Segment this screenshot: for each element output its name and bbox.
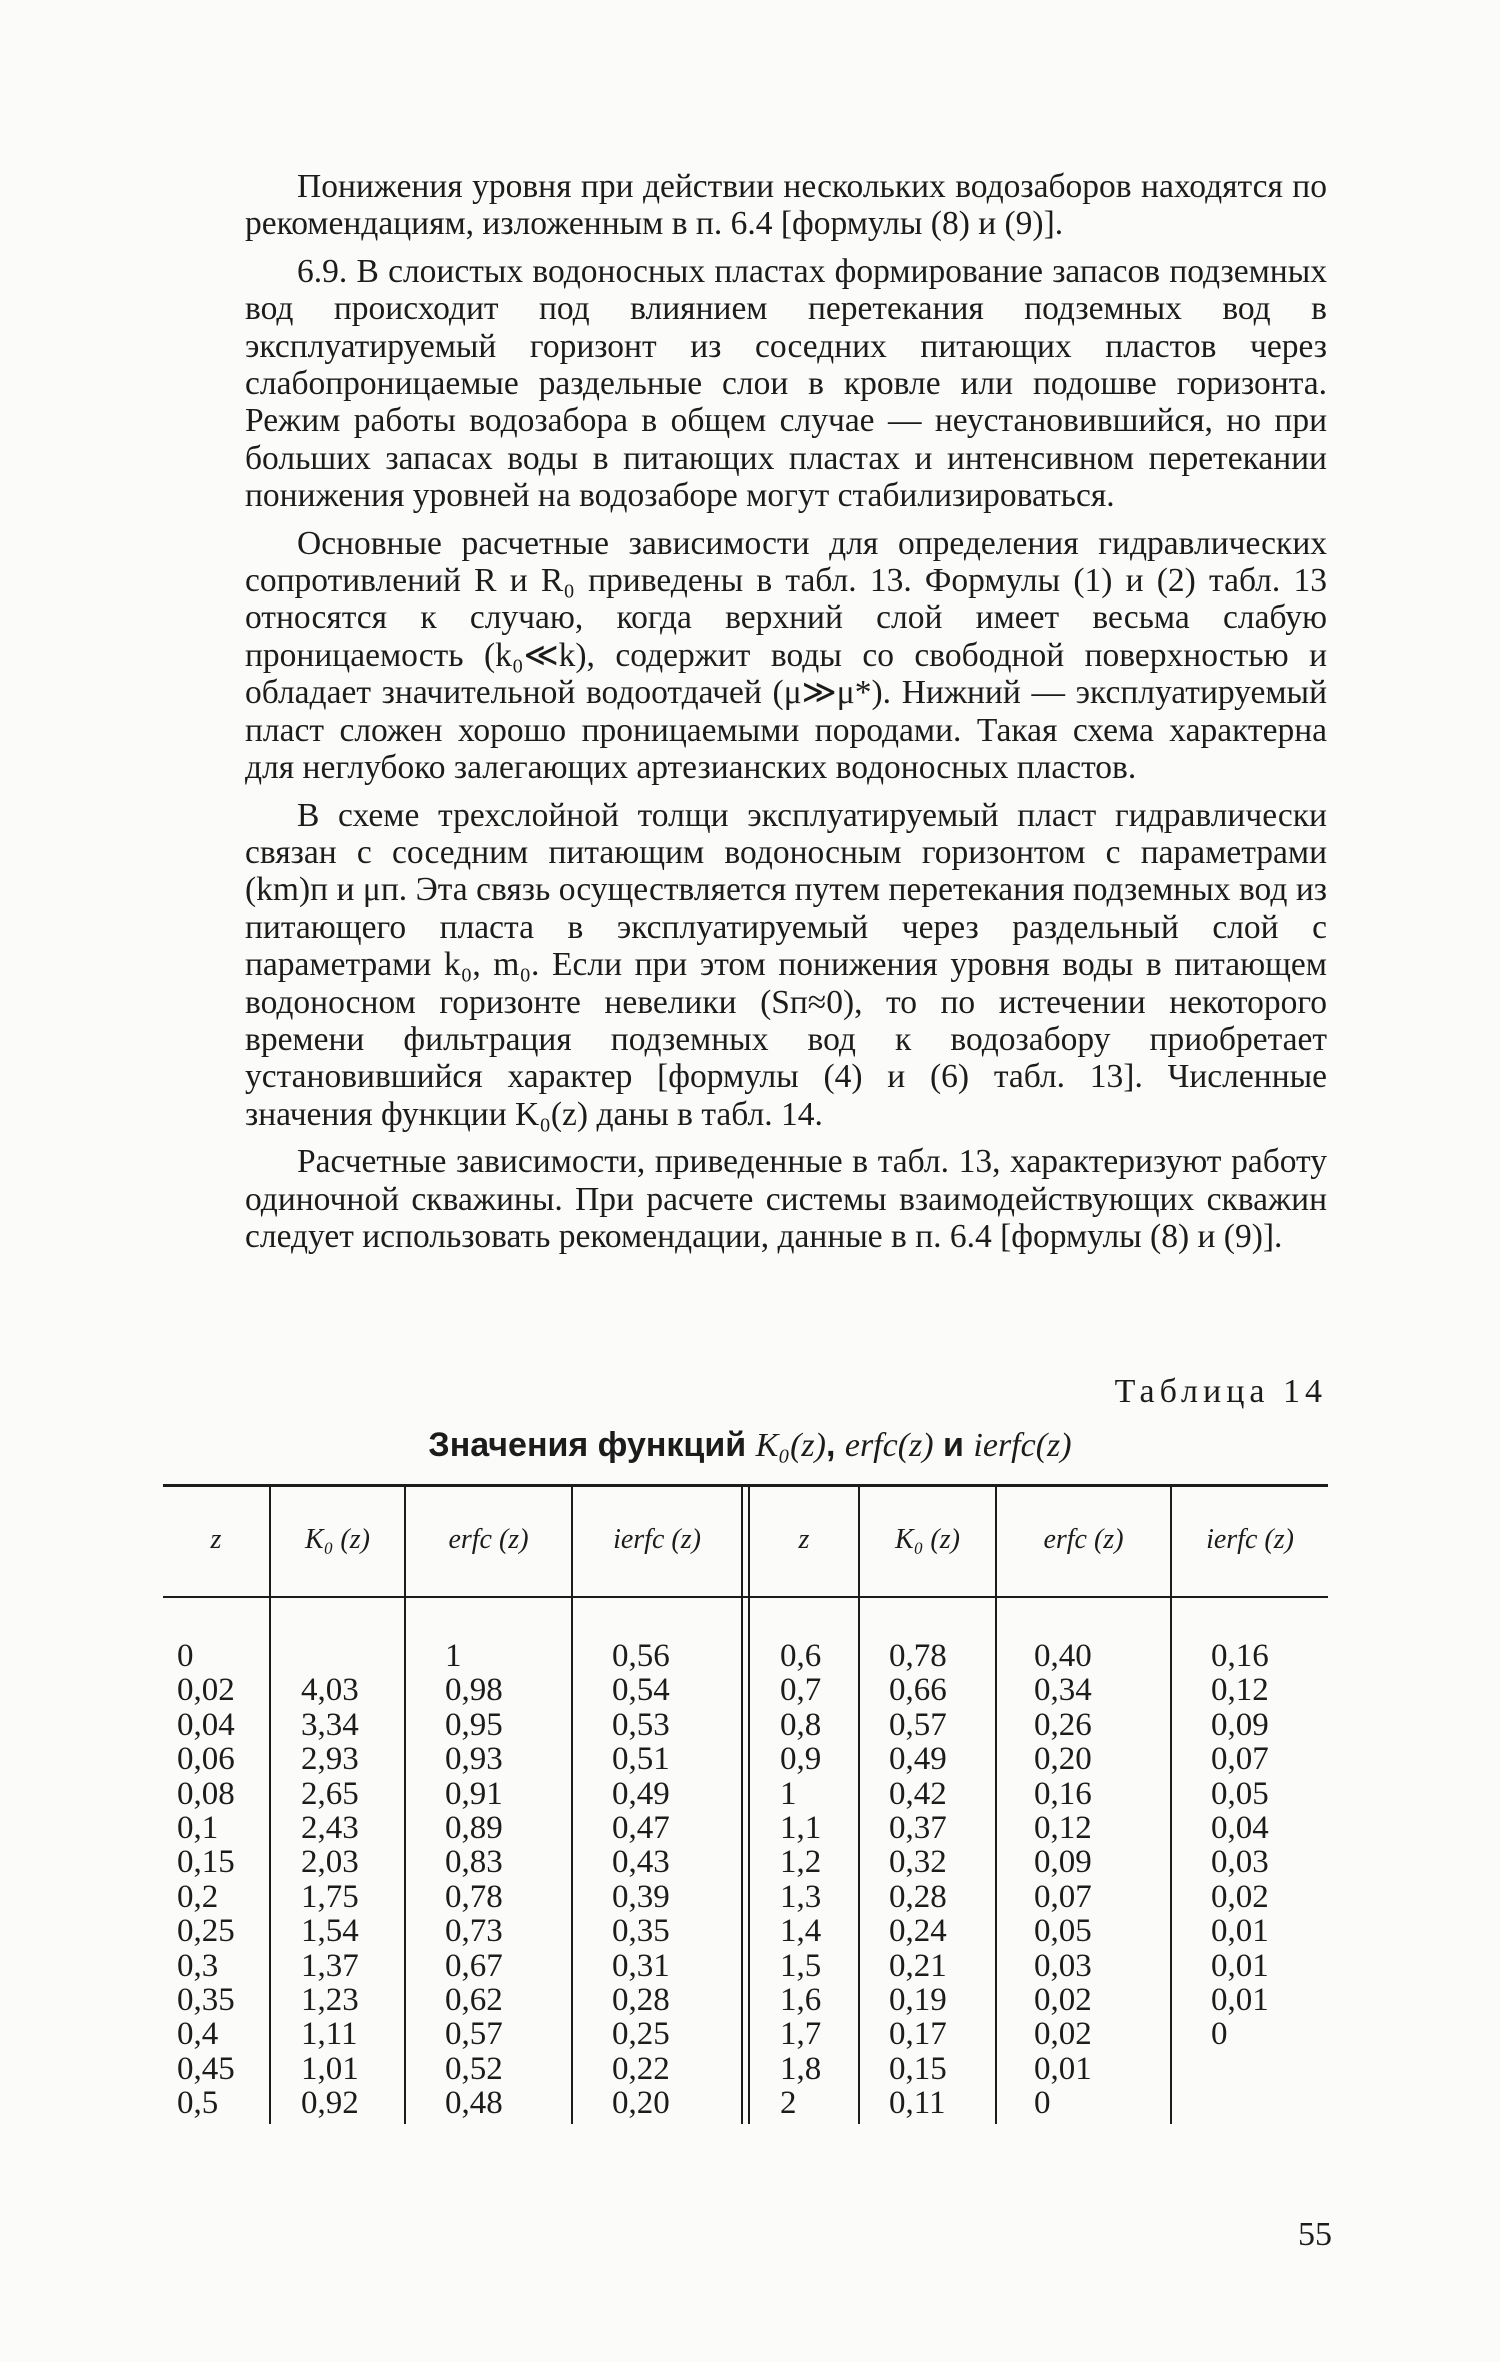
table-cell: 0,54 (612, 1672, 670, 1709)
table-title-prefix: Значения функций (428, 1426, 756, 1464)
table-cell: 0,92 (301, 2085, 359, 2122)
table-cell: 1,6 (780, 1981, 822, 2018)
column-divider (404, 1484, 406, 2124)
table-cell: 1,3 (780, 1878, 822, 1915)
table-cell: 0,67 (445, 1947, 503, 1984)
column-divider (269, 1484, 271, 2124)
table-cell: 0,08 (177, 1775, 235, 1812)
column-divider-double (741, 1484, 743, 2124)
table-cell: 0,11 (889, 2085, 946, 2122)
table-cell: 0,12 (1034, 1809, 1092, 1846)
table-cell: 0,3 (177, 1947, 219, 1984)
table-cell: 0,01 (1034, 2050, 1092, 2087)
table-14 (163, 1484, 1328, 2144)
table-cell: 0,2 (177, 1878, 219, 1915)
table-top-rule (163, 1484, 1328, 1487)
table-cell: 0,02 (1211, 1878, 1269, 1915)
table-cell: 0,42 (889, 1775, 947, 1812)
table-cell: 0,02 (1034, 1981, 1092, 2018)
table-cell: 0,24 (889, 1913, 947, 1950)
header-k0-2: K₀ (z) (895, 1524, 960, 1555)
table-cell: 1,5 (780, 1947, 822, 1984)
column-divider (1170, 1484, 1172, 2124)
table-cell: 0,35 (612, 1913, 670, 1950)
table-cell: 0,35 (177, 1981, 235, 2018)
table-cell: 0,9 (780, 1741, 822, 1778)
table-cell: 0,20 (612, 2085, 670, 2122)
table-cell: 1,1 (780, 1809, 822, 1846)
table-cell: 0,22 (612, 2050, 670, 2087)
table-cell: 3,34 (301, 1706, 359, 1743)
table-cell (1211, 2086, 1269, 2120)
header-k0: K₀ (z) (305, 1524, 370, 1555)
table-cell: 0,05 (1211, 1775, 1269, 1812)
table-cell: 1 (780, 1775, 797, 1812)
table-cell: 0,20 (1034, 1741, 1092, 1778)
column-divider (571, 1484, 573, 2124)
table-cell: 0,15 (177, 1844, 235, 1881)
table-cell: 0,78 (889, 1638, 947, 1674)
column-divider (995, 1484, 997, 2124)
col-k0-2 (889, 1639, 947, 2120)
table-cell: 0,53 (612, 1706, 670, 1743)
table-cell: 0,8 (780, 1706, 822, 1743)
table-cell: 0,34 (1034, 1672, 1092, 1709)
table-cell: 0,04 (177, 1706, 235, 1743)
paragraph-2: 6.9. В слоистых водоносных пластах формирование запасов подземных вод происходит под влиянием перетекания подземных вод в эксплуатируемый горизонт из соседних питающих пластов через слабопроницаемые раздельные слои в кровле или подошве горизонта. Режим работы водозабора в общем случае — неустановившийся, но при больших запасах воды в питающих пластах и интенсивном перетекании понижения уровней на водозаборе могут стабилизироваться. (245, 252, 1327, 515)
table-cell: 0,06 (177, 1741, 235, 1778)
table-cell: 0,4 (177, 2016, 219, 2053)
table-cell: 0,47 (612, 1809, 670, 1846)
table-cell: 0,09 (1211, 1706, 1269, 1743)
table-cell: 0,28 (889, 1878, 947, 1915)
table-cell: 2,65 (301, 1775, 359, 1812)
table-cell: 0,17 (889, 2016, 947, 2053)
table-cell: 0,39 (612, 1878, 670, 1915)
table-cell: 4,03 (301, 1672, 359, 1709)
header-erfc-2: erfc (z) (1043, 1524, 1124, 1555)
table-cell: 0,78 (445, 1878, 503, 1915)
table-cell: 0,73 (445, 1913, 503, 1950)
table-title-sep2: и (933, 1426, 974, 1464)
table-cell: 1,23 (301, 1981, 359, 2018)
table-cell: 0,03 (1034, 1947, 1092, 1984)
table-cell: 0,49 (612, 1775, 670, 1812)
table-cell: 0,57 (445, 2016, 503, 2053)
table-cell: 0,83 (445, 1844, 503, 1881)
col-k0 (301, 1639, 359, 2120)
table-cell: 1,8 (780, 2050, 822, 2087)
table-header-rule (163, 1596, 1328, 1598)
table-cell (301, 1639, 359, 1673)
header-ierfc-2: ierfc (z) (1206, 1524, 1294, 1555)
table-cell: 1,11 (301, 2016, 358, 2053)
col-erfc (445, 1639, 503, 2120)
table-cell: 0,56 (612, 1638, 670, 1674)
table-cell: 0,04 (1211, 1809, 1269, 1846)
table-cell: 0,05 (1034, 1913, 1092, 1950)
header-z: z (210, 1524, 222, 1555)
table-cell: 0,48 (445, 2085, 503, 2122)
page-number: 55 (1298, 2216, 1332, 2253)
table-cell: 0,43 (612, 1844, 670, 1881)
table-cell: 0,40 (1034, 1638, 1092, 1674)
table-cell: 0,98 (445, 1672, 503, 1709)
table-cell: 0,26 (1034, 1706, 1092, 1743)
table-cell: 0,15 (889, 2050, 947, 2087)
table-cell: 0,19 (889, 1981, 947, 2018)
table-cell: 0,07 (1034, 1878, 1092, 1915)
table-cell: 0,07 (1211, 1741, 1269, 1778)
table-title-k0: K₀(z) (755, 1427, 826, 1464)
table-cell: 0,52 (445, 2050, 503, 2087)
table-cell: 1 (445, 1638, 462, 1674)
table-cell: 1,01 (301, 2050, 359, 2087)
table-cell: 0,32 (889, 1844, 947, 1881)
table-cell: 0,93 (445, 1741, 503, 1778)
header-ierfc: ierfc (z) (613, 1524, 701, 1555)
table-cell: 2,93 (301, 1741, 359, 1778)
table-cell: 1,2 (780, 1844, 822, 1881)
table-cell: 0,02 (1034, 2016, 1092, 2053)
table-cell: 0,91 (445, 1775, 503, 1812)
table-cell: 0,57 (889, 1706, 947, 1743)
header-z-2: z (798, 1524, 810, 1555)
paragraph-3: Основные расчетные зависимости для определения гидравлических сопротивлений R и R₀ приведены в табл. 13. Формулы (1) и (2) табл. 13 относятся к случаю, когда верхний слой имеет весьма слабую проницаемость (k₀≪k), содержит воды со свободной поверхностью и обладает значительной водоотдачей (μ≫μ*). Нижний — эксплуатируемый пласт сложен хорошо проницаемыми породами. Такая схема характерна для неглубоко залегающих артезианских водоносных пластов. (245, 524, 1327, 787)
table-cell: 0,45 (177, 2050, 235, 2087)
table-cell: 0,01 (1211, 1947, 1269, 1984)
table-cell: 0,66 (889, 1672, 947, 1709)
col-z-2 (780, 1639, 821, 2120)
table-cell: 0,31 (612, 1947, 670, 1984)
paragraph-5: Расчетные зависимости, приведенные в табл. 13, характеризуют работу одиночной скважины. При расчете системы взаимодействующих скважин следует использовать рекомендации, данные в п. 6.4 [формулы (8) и (9)]. (245, 1143, 1327, 1255)
table-cell: 0,12 (1211, 1672, 1269, 1709)
table-cell: 0,09 (1034, 1844, 1092, 1881)
table-cell: 0 (1034, 2085, 1051, 2122)
table-cell: 0,7 (780, 1672, 822, 1709)
table-title-ierfc: ierfc(z) (973, 1427, 1072, 1464)
table-title (0, 1426, 1500, 1465)
table-cell: 0,16 (1211, 1638, 1269, 1674)
body-text (245, 168, 1327, 1265)
col-ierfc-2 (1211, 1639, 1269, 2120)
table-cell: 2 (780, 2085, 797, 2122)
table-cell: 0,37 (889, 1809, 947, 1846)
table-cell: 0,49 (889, 1741, 947, 1778)
table-cell: 0,01 (1211, 1981, 1269, 2018)
col-erfc-2 (1034, 1639, 1092, 2120)
table-cell: 0 (177, 1638, 194, 1674)
col-ierfc (612, 1639, 670, 2120)
table-cell: 0,28 (612, 1981, 670, 2018)
table-cell: 0,6 (780, 1638, 822, 1674)
table-cell: 0 (1211, 2016, 1228, 2053)
table-cell: 2,43 (301, 1809, 359, 1846)
table-cell: 0,25 (177, 1913, 235, 1950)
table-cell: 0,25 (612, 2016, 670, 2053)
header-erfc: erfc (z) (448, 1524, 529, 1555)
table-cell: 1,54 (301, 1913, 359, 1950)
table-cell: 0,03 (1211, 1844, 1269, 1881)
table-cell: 0,5 (177, 2085, 219, 2122)
column-divider-double (748, 1484, 750, 2124)
table-cell: 0,62 (445, 1981, 503, 2018)
table-cell: 1,4 (780, 1913, 822, 1950)
table-cell: 0,16 (1034, 1775, 1092, 1812)
table-cell: 0,95 (445, 1706, 503, 1743)
table-cell: 0,51 (612, 1741, 670, 1778)
table-cell: 0,89 (445, 1809, 503, 1846)
table-title-sep1: , (825, 1426, 845, 1464)
table-cell: 1,7 (780, 2016, 822, 2053)
col-z (177, 1639, 235, 2120)
table-cell: 0,21 (889, 1947, 947, 1984)
table-cell: 0,02 (177, 1672, 235, 1709)
table-title-erfc: erfc(z) (844, 1427, 934, 1464)
table-cell: 1,37 (301, 1947, 359, 1984)
paragraph-4: В схеме трехслойной толщи эксплуатируемый пласт гидравлически связан с соседним питающим водоносным горизонтом с параметрами (km)п и μп. Эта связь осуществляется путем перетекания подземных вод из питающего пласта в эксплуатируемый через раздельный слой с параметрами k₀, m₀. Если при этом понижения уровня воды в питающем водоносном горизонте невелики (Sп≈0), то по истечении некоторого времени фильтрация подземных вод к водозабору приобретает установившийся характер [формулы (4) и (6) табл. 13]. Численные значения функции K₀(z) даны в табл. 14. (245, 796, 1327, 1133)
table-cell: 0,01 (1211, 1913, 1269, 1950)
table-cell: 1,75 (301, 1878, 359, 1915)
table-cell: 0,1 (177, 1809, 219, 1846)
column-divider (858, 1484, 860, 2124)
table-number: Таблица 14 (1114, 1373, 1327, 1410)
table-cell (1211, 2052, 1269, 2086)
table-cell: 2,03 (301, 1844, 359, 1881)
paragraph-1: Понижения уровня при действии нескольких водозаборов находятся по рекомендациям, изложенным в п. 6.4 [формулы (8) и (9)]. (245, 168, 1327, 243)
